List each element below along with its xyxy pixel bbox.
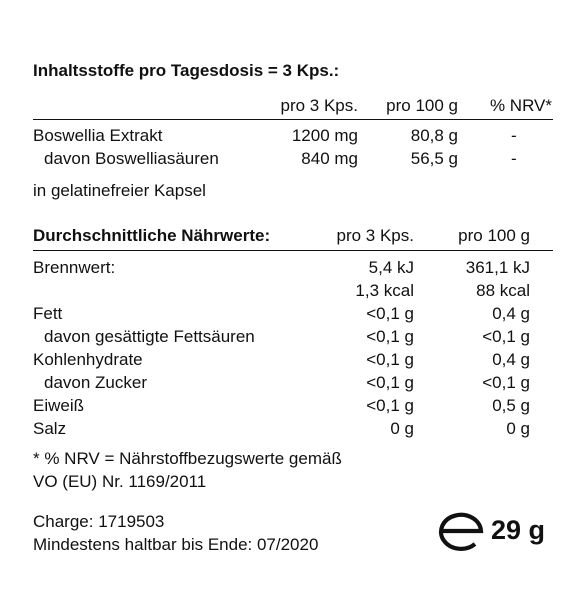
ingredient-per-100g-boswelliasaeuren: 56,5 g (410, 149, 458, 168)
nutrition-divider (33, 250, 553, 251)
ingredient-name-boswellia: Boswellia Extrakt (33, 126, 163, 145)
capsule-note: in gelatinefreier Kapsel (33, 181, 206, 200)
ingredients-header-per-100g: pro 100 g (386, 96, 458, 115)
nutrition-row-per-100g: 0,4 g (492, 350, 530, 369)
ingredient-name-boswelliasaeuren: davon Boswelliasäuren (44, 149, 219, 168)
nutrition-row-per-dose: <0,1 g (366, 327, 414, 346)
nutrition-header-per-dose: pro 3 Kps. (336, 226, 414, 245)
nutrition-row-per-100g: 0,5 g (492, 396, 530, 415)
ingredient-per-dose-boswelliasaeuren: 840 mg (301, 149, 358, 168)
nutrition-row-per-dose: <0,1 g (366, 373, 414, 392)
nutrition-row-per-100g: 0 g (506, 419, 530, 438)
net-weight: 29 g (491, 515, 546, 545)
ingredient-nrv-boswelliasaeuren: - (511, 149, 517, 168)
ingredient-per-dose-boswellia: 1200 mg (291, 126, 358, 145)
nutrition-row-name: Brennwert: (33, 258, 116, 277)
ingredients-title: Inhaltsstoffe pro Tagesdosis = 3 Kps.: (33, 61, 340, 80)
nutrition-title: Durchschnittliche Nährwerte: (33, 226, 271, 245)
nutrition-row-per-100g: 88 kcal (476, 281, 530, 300)
nutrition-row-name: Kohlenhydrate (33, 350, 143, 369)
nutrition-row-name: Fett (33, 304, 63, 323)
nutrition-row-name: davon gesättigte Fettsäuren (44, 327, 255, 346)
nutrition-row-per-100g: <0,1 g (482, 373, 530, 392)
e-mark-icon (437, 511, 485, 551)
ingredients-divider (33, 119, 553, 120)
batch-charge: Charge: 1719503 (33, 512, 165, 531)
best-before-date: Mindestens haltbar bis Ende: 07/2020 (33, 535, 319, 554)
nutrition-row-per-dose: 0 g (390, 419, 414, 438)
nrv-footnote-line2: VO (EU) Nr. 1169/2011 (33, 472, 207, 491)
ingredients-header-per-dose: pro 3 Kps. (280, 96, 358, 115)
ingredient-per-100g-boswellia: 80,8 g (410, 126, 458, 145)
nutrition-row-name: Salz (33, 419, 67, 438)
nutrition-row-per-dose: 1,3 kcal (355, 281, 414, 300)
nutrition-row-per-dose: <0,1 g (366, 304, 414, 323)
ingredient-nrv-boswellia: - (511, 126, 517, 145)
nutrition-row-per-100g: 361,1 kJ (465, 258, 530, 277)
nutrition-row-per-dose: 5,4 kJ (368, 258, 414, 277)
nutrition-row-per-dose: <0,1 g (366, 396, 414, 415)
nutrition-row-name: davon Zucker (44, 373, 147, 392)
nrv-footnote-line1: * % NRV = Nährstoffbezugswerte gemäß (33, 449, 342, 468)
nutrition-row-per-100g: 0,4 g (492, 304, 530, 323)
nutrition-row-name: Eiweiß (33, 396, 85, 415)
nutrition-row-per-100g: <0,1 g (482, 327, 530, 346)
ingredients-header-nrv: % NRV* (489, 96, 552, 115)
nutrition-header-per-100g: pro 100 g (458, 226, 530, 245)
nutrition-row-per-dose: <0,1 g (366, 350, 414, 369)
